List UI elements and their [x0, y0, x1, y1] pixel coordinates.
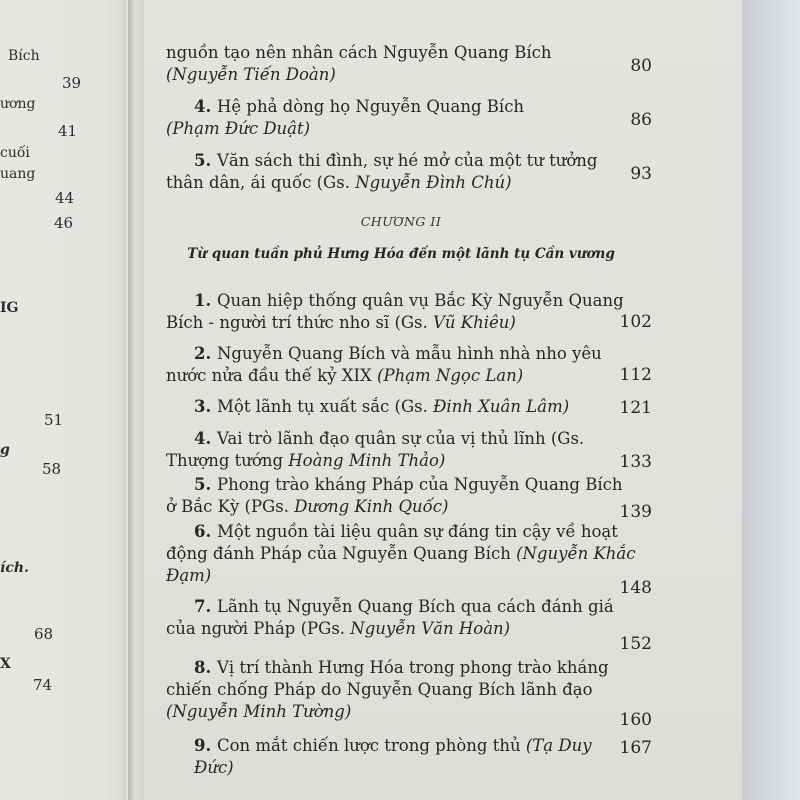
entry-author: (Nguyễn Minh Tường) [166, 702, 352, 721]
toc-entry [166, 657, 636, 723]
entry-number: 4. [194, 429, 217, 448]
entry-author: (Nguyễn Khắc Đạm) [166, 544, 636, 585]
toc-entry [166, 150, 636, 194]
entry-title-line: chiến chống Pháp do Nguyễn Quang Bích lãnh đạo [166, 680, 593, 699]
left-page-text-fragment: uang [0, 166, 36, 182]
entry-title-line: Thượng tướng Hoàng Minh Thảo) [166, 451, 446, 470]
entry-title-line: 8. Vị trí thành Hưng Hóa trong phong trào kháng [194, 658, 609, 677]
entry-title-line: của người Pháp (PGs. Nguyễn Văn Hoàn) [166, 619, 511, 638]
entry-page-number: 86 [630, 110, 652, 130]
left-page-text-fragment: X [0, 656, 11, 672]
left-page-number: 58 [42, 460, 62, 478]
entry-page-number: 152 [619, 634, 652, 654]
entry-page-number: 139 [619, 502, 652, 522]
plastic-cover-edge [742, 0, 800, 800]
entry-number: 6. [194, 522, 217, 541]
toc-entry [166, 96, 636, 140]
left-page-number: 44 [55, 189, 75, 207]
left-page-number: 39 [62, 74, 82, 92]
left-page-text-fragment: cuối [0, 145, 30, 161]
toc-entry [166, 42, 636, 86]
entry-author: Nguyễn Văn Hoàn) [350, 619, 511, 638]
left-page-text-fragment: ích. [0, 560, 29, 576]
left-page-text-fragment: ương [0, 96, 36, 112]
entry-page-number: 80 [630, 56, 652, 76]
entry-number: 1. [194, 291, 217, 310]
entry-number: 2. [194, 344, 217, 363]
toc-entry [166, 596, 636, 640]
entry-title-line: 1. Quan hiệp thống quân vụ Bắc Kỳ Nguyễn Quang [194, 291, 624, 310]
entry-title-line: thân dân, ái quốc (Gs. Nguyễn Đình Chú) [166, 173, 512, 192]
left-page-text-fragment: IG [0, 300, 19, 316]
toc-entry [166, 474, 636, 518]
chapter-label: CHƯƠNG II [360, 214, 442, 229]
entry-title-line: 4. Hệ phả dòng họ Nguyễn Quang Bích [194, 97, 525, 116]
toc-entry [166, 521, 636, 587]
entry-author: (Nguyễn Tiến Doàn) [166, 65, 336, 84]
entry-number: 5. [194, 151, 217, 170]
entry-title-line: 9. Con mắt chiến lược trong phòng thủ (Tạ Duy Đức) [194, 736, 592, 777]
entry-page-number: 93 [630, 164, 652, 184]
left-page [0, 0, 128, 800]
left-page-number: 68 [34, 625, 54, 643]
entry-title-line: 3. Một lãnh tụ xuất sắc (Gs. Đinh Xuân Lâm) [194, 397, 570, 416]
left-page-text-fragment: g [0, 442, 10, 458]
entry-title-line: 2. Nguyễn Quang Bích và mẫu hình nhà nho yêu [194, 344, 602, 363]
entry-page-number: 167 [619, 738, 652, 758]
entry-author: (Phạm Đức Duật) [166, 119, 311, 138]
entry-page-number: 133 [619, 452, 652, 472]
toc-entry [166, 396, 636, 418]
left-page-number: 41 [58, 122, 78, 140]
toc-entry [166, 343, 636, 387]
entry-title-line: 6. Một nguồn tài liệu quân sự đáng tin cậy về hoạt [194, 522, 618, 541]
entry-title-line: 5. Phong trào kháng Pháp của Nguyễn Quang Bích [194, 475, 623, 494]
left-page-number: 46 [54, 214, 74, 232]
entry-author: (Phạm Ngọc Lan) [377, 366, 524, 385]
entry-title-line: ở Bắc Kỳ (PGs. Dương Kinh Quốc) [166, 497, 449, 516]
entry-number: 3. [194, 397, 217, 416]
left-page-number: 51 [44, 411, 64, 429]
entry-page-number: 102 [619, 312, 652, 332]
entry-number: 7. [194, 597, 217, 616]
entry-number: 5. [194, 475, 217, 494]
entry-number: 4. [194, 97, 217, 116]
entry-author: Dương Kinh Quốc) [294, 497, 449, 516]
entry-page-number: 160 [619, 710, 652, 730]
entry-title-line: nước nửa đầu thế kỷ XIX (Phạm Ngọc Lan) [166, 366, 524, 385]
entry-page-number: 112 [619, 365, 652, 385]
toc-entry [166, 735, 636, 779]
left-page-number: 74 [33, 676, 53, 694]
entry-title-line: nguồn tạo nên nhân cách Nguyễn Quang Bích [166, 43, 552, 62]
entry-title-line: 5. Văn sách thi đình, sự hé mở của một tư tưởng [194, 151, 598, 170]
chapter-title: Từ quan tuần phủ Hưng Hóa đến một lãnh tụ Cần vương [187, 246, 615, 262]
entry-author: Đinh Xuân Lâm) [433, 397, 570, 416]
left-page-text-fragment: Bích [8, 48, 40, 64]
entry-page-number: 148 [619, 578, 652, 598]
toc-entry [166, 290, 636, 334]
entry-page-number: 121 [619, 398, 652, 418]
entry-title-line: 4. Vai trò lãnh đạo quân sự của vị thủ lĩnh (Gs. [194, 429, 585, 448]
entry-author: Hoàng Minh Thảo) [288, 451, 446, 470]
entry-author: Vũ Khiêu) [433, 313, 516, 332]
entry-author: (Tạ Duy Đức) [194, 736, 592, 777]
entry-number: 9. [194, 736, 217, 755]
entry-number: 8. [194, 658, 217, 677]
entry-author: Nguyễn Đình Chú) [349, 173, 512, 192]
entry-title-line: 7. Lãnh tụ Nguyễn Quang Bích qua cách đánh giá [194, 597, 614, 616]
entry-title-line: động đánh Pháp của Nguyễn Quang Bích (Nguyễn Khắc Đạm) [166, 544, 636, 585]
entry-title-line: Bích - người trí thức nho sĩ (Gs. Vũ Khiêu) [166, 313, 516, 332]
toc-entry [166, 428, 636, 472]
